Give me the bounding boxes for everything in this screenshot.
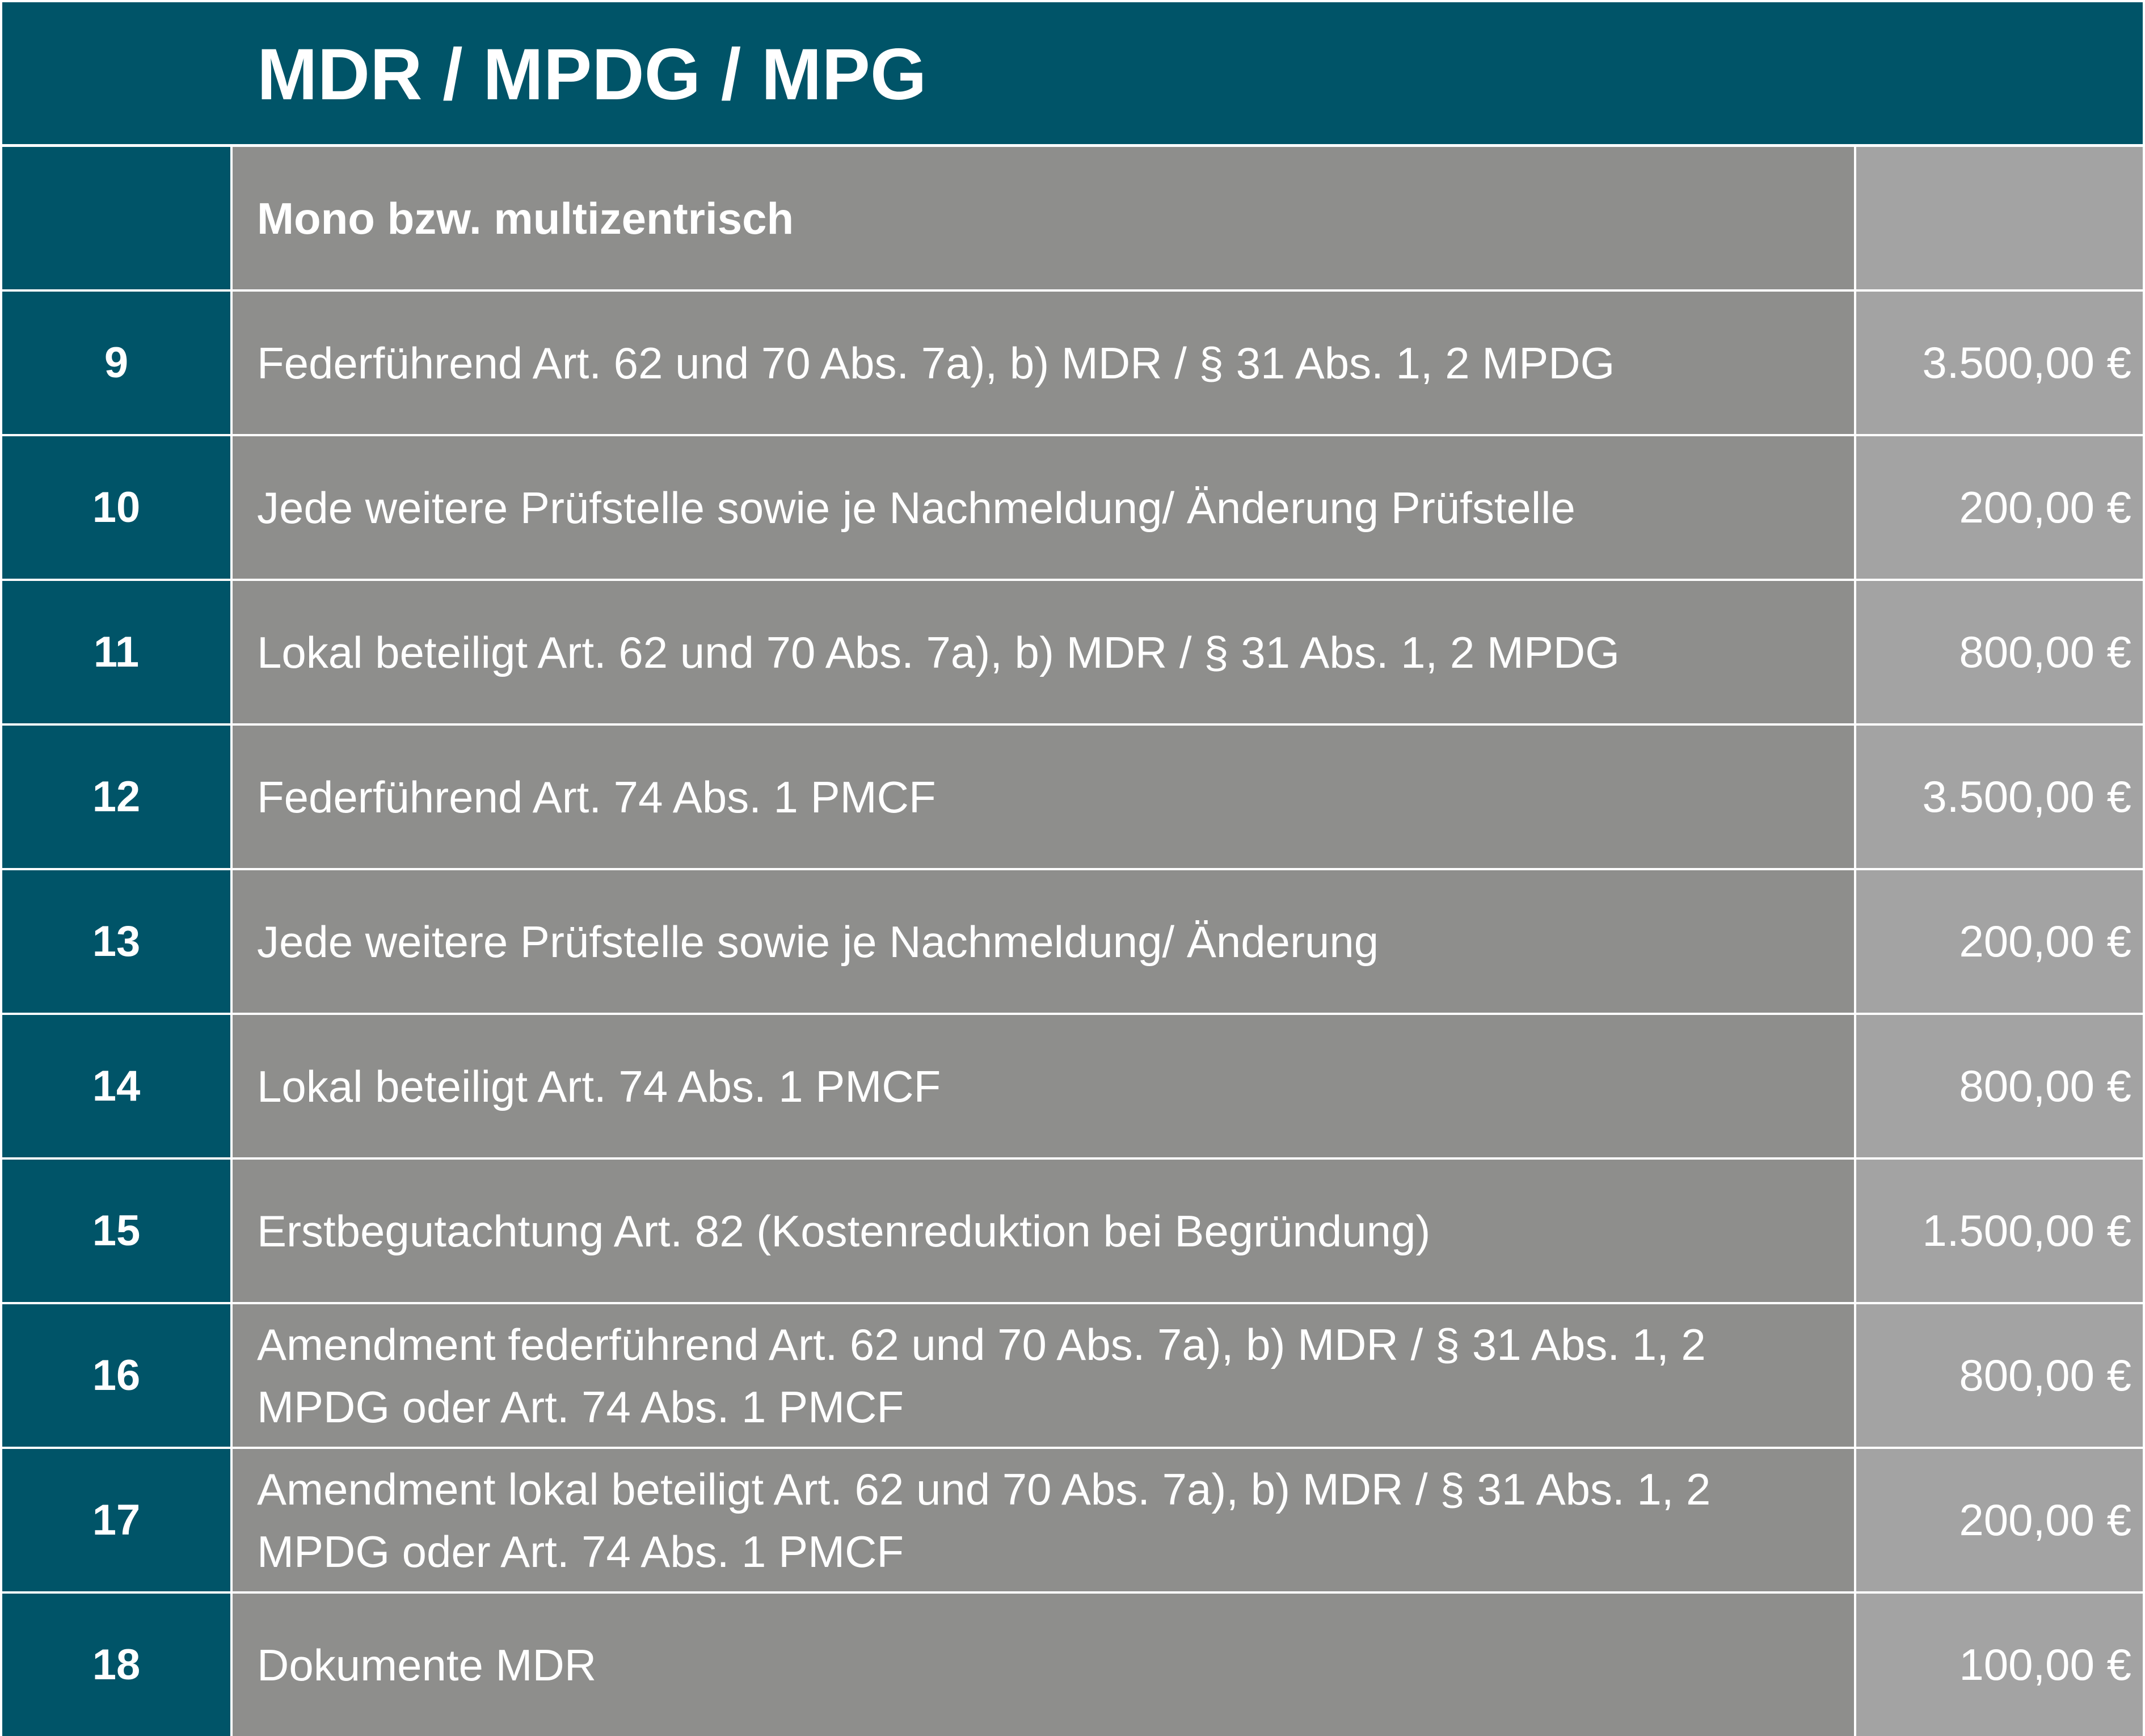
row-description: Amendment lokal beteiligt Art. 62 und 70 Abs. 7a), b) MDR / § 31 Abs. 1, 2 MPDG oder Art. 74 Abs. 1 PMCF (233, 1449, 1854, 1591)
row-number: 15 (2, 1160, 230, 1302)
table-row (2, 1449, 2143, 1591)
row-amount: 800,00 € (1856, 1304, 2143, 1447)
table-row (2, 1160, 2143, 1302)
row-description: Dokumente MDR (233, 1594, 1854, 1736)
row-description: Lokal beteiligt Art. 62 und 70 Abs. 7a), b) MDR / § 31 Abs. 1, 2 MPDG (233, 581, 1854, 723)
row-number: 17 (2, 1449, 230, 1591)
row-number: 10 (2, 436, 230, 579)
row-number: 16 (2, 1304, 230, 1447)
row-amount: 200,00 € (1856, 870, 2143, 1013)
subheader-description-cell: Mono bzw. multizentrisch (233, 147, 1854, 289)
row-description: Federführend Art. 62 und 70 Abs. 7a), b) MDR / § 31 Abs. 1, 2 MPDG (233, 292, 1854, 434)
table-row (2, 292, 2143, 434)
table-title: MDR / MPDG / MPG (257, 34, 927, 115)
row-amount: 800,00 € (1856, 581, 2143, 723)
row-description: Erstbegutachtung Art. 82 (Kostenreduktion bei Begründung) (233, 1160, 1854, 1302)
row-amount: 200,00 € (1856, 1449, 2143, 1591)
row-description: Lokal beteiligt Art. 74 Abs. 1 PMCF (233, 1015, 1854, 1157)
table-subheader-row (2, 147, 2143, 289)
row-description: Amendment federführend Art. 62 und 70 Abs. 7a), b) MDR / § 31 Abs. 1, 2 MPDG oder Art. 74 Abs. 1 PMCF (233, 1304, 1854, 1447)
row-description: Jede weitere Prüfstelle sowie je Nachmeldung/ Änderung (233, 870, 1854, 1013)
subheader-number-cell (2, 147, 230, 289)
table-row (2, 1304, 2143, 1447)
row-amount: 3.500,00 € (1856, 292, 2143, 434)
table-row (2, 1015, 2143, 1157)
row-number: 12 (2, 726, 230, 868)
row-number: 11 (2, 581, 230, 723)
row-number: 14 (2, 1015, 230, 1157)
row-amount: 100,00 € (1856, 1594, 2143, 1736)
table-row (2, 1594, 2143, 1736)
table-row (2, 726, 2143, 868)
row-number: 9 (2, 292, 230, 434)
row-amount: 800,00 € (1856, 1015, 2143, 1157)
row-amount: 3.500,00 € (1856, 726, 2143, 868)
row-description: Federführend Art. 74 Abs. 1 PMCF (233, 726, 1854, 868)
row-amount: 1.500,00 € (1856, 1160, 2143, 1302)
row-number: 18 (2, 1594, 230, 1736)
table-title-row (2, 2, 2143, 144)
row-number: 13 (2, 870, 230, 1013)
table-row (2, 436, 2143, 579)
table-row (2, 870, 2143, 1013)
subheader-amount-cell (1856, 147, 2143, 289)
row-description: Jede weitere Prüfstelle sowie je Nachmeldung/ Änderung Prüfstelle (233, 436, 1854, 579)
table-row (2, 581, 2143, 723)
row-amount: 200,00 € (1856, 436, 2143, 579)
